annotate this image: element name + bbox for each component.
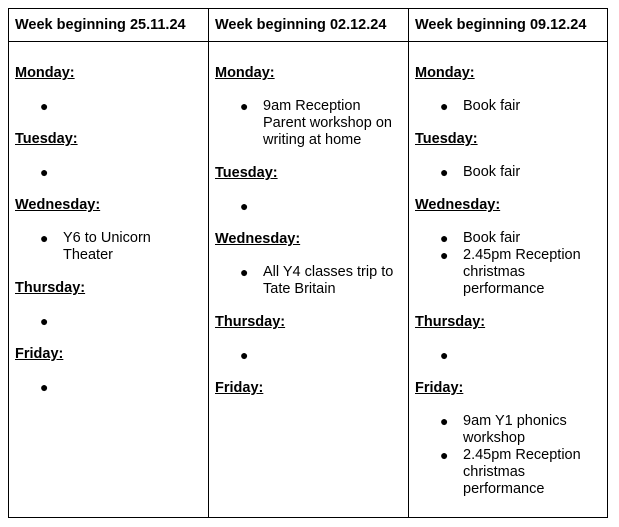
event-text: 9am Reception Parent workshop on writing at home xyxy=(263,98,392,148)
day-label: Monday: xyxy=(415,65,475,81)
event-item xyxy=(215,264,408,298)
event-text: Y6 to Unicorn Theater xyxy=(63,230,151,263)
bullet-icon: ● xyxy=(440,164,449,180)
week-header-2: Week beginning 02.12.24 xyxy=(209,9,409,42)
event-list xyxy=(415,347,607,364)
event-item xyxy=(415,447,607,498)
event-list xyxy=(15,230,208,264)
day-label: Wednesday: xyxy=(415,197,501,213)
event-text: Book fair xyxy=(463,164,521,180)
day-label: Friday: xyxy=(415,380,464,396)
event-list xyxy=(415,413,607,498)
bullet-icon: ● xyxy=(40,164,49,180)
bullet-icon: ● xyxy=(240,98,249,114)
bullet-icon: ● xyxy=(40,313,49,329)
event-item xyxy=(415,164,607,181)
event-item xyxy=(215,198,408,215)
event-list xyxy=(415,164,607,181)
schedule-table xyxy=(8,8,608,518)
bullet-icon: ● xyxy=(440,347,449,363)
event-item xyxy=(15,313,208,330)
bullet-icon: ● xyxy=(40,98,49,114)
event-list xyxy=(215,198,408,215)
event-text: 2.45pm Reception christmas performance xyxy=(463,247,581,297)
event-list xyxy=(415,98,607,115)
event-list xyxy=(15,313,208,330)
event-item xyxy=(415,413,607,447)
day-label: Wednesday: xyxy=(215,231,301,247)
day-label: Thursday: xyxy=(15,280,86,296)
week-column-2 xyxy=(209,42,409,517)
day-label: Tuesday: xyxy=(215,165,278,181)
event-text: 2.45pm Reception christmas performance xyxy=(463,447,581,497)
event-item xyxy=(215,98,408,149)
event-list xyxy=(215,347,408,364)
day-label: Thursday: xyxy=(415,314,486,330)
bullet-icon: ● xyxy=(240,198,249,214)
event-list xyxy=(215,98,408,149)
day-label: Monday: xyxy=(215,65,275,81)
event-item xyxy=(15,164,208,181)
event-item xyxy=(415,98,607,115)
bullet-icon: ● xyxy=(440,413,449,429)
bullet-icon: ● xyxy=(40,230,49,246)
day-label: Friday: xyxy=(215,380,264,396)
event-list xyxy=(15,98,208,115)
day-label: Tuesday: xyxy=(415,131,478,147)
week-column-3 xyxy=(409,42,607,517)
event-item xyxy=(215,347,408,364)
event-text: Book fair xyxy=(463,230,521,246)
event-item xyxy=(415,347,607,364)
day-label: Wednesday: xyxy=(15,197,101,213)
event-list xyxy=(15,164,208,181)
event-list xyxy=(15,379,208,396)
day-label: Thursday: xyxy=(215,314,286,330)
day-label: Tuesday: xyxy=(15,131,78,147)
bullet-icon: ● xyxy=(40,379,49,395)
event-item xyxy=(415,247,607,298)
event-item xyxy=(15,379,208,396)
event-list xyxy=(415,230,607,298)
event-text: Book fair xyxy=(463,98,521,114)
bullet-icon: ● xyxy=(240,347,249,363)
bullet-icon: ● xyxy=(440,247,449,263)
event-text: 9am Y1 phonics workshop xyxy=(463,413,567,446)
day-label: Monday: xyxy=(15,65,75,81)
bullet-icon: ● xyxy=(440,230,449,246)
week-header-1: Week beginning 25.11.24 xyxy=(9,9,209,42)
week-column-1 xyxy=(9,42,209,517)
day-label: Friday: xyxy=(15,346,64,362)
week-header-3: Week beginning 09.12.24 xyxy=(409,9,607,42)
bullet-icon: ● xyxy=(240,264,249,280)
event-item xyxy=(415,230,607,247)
event-text: All Y4 classes trip to Tate Britain xyxy=(263,264,394,297)
event-list xyxy=(215,264,408,298)
bullet-icon: ● xyxy=(440,98,449,114)
event-item xyxy=(15,98,208,115)
bullet-icon: ● xyxy=(440,447,449,463)
event-item xyxy=(15,230,208,264)
